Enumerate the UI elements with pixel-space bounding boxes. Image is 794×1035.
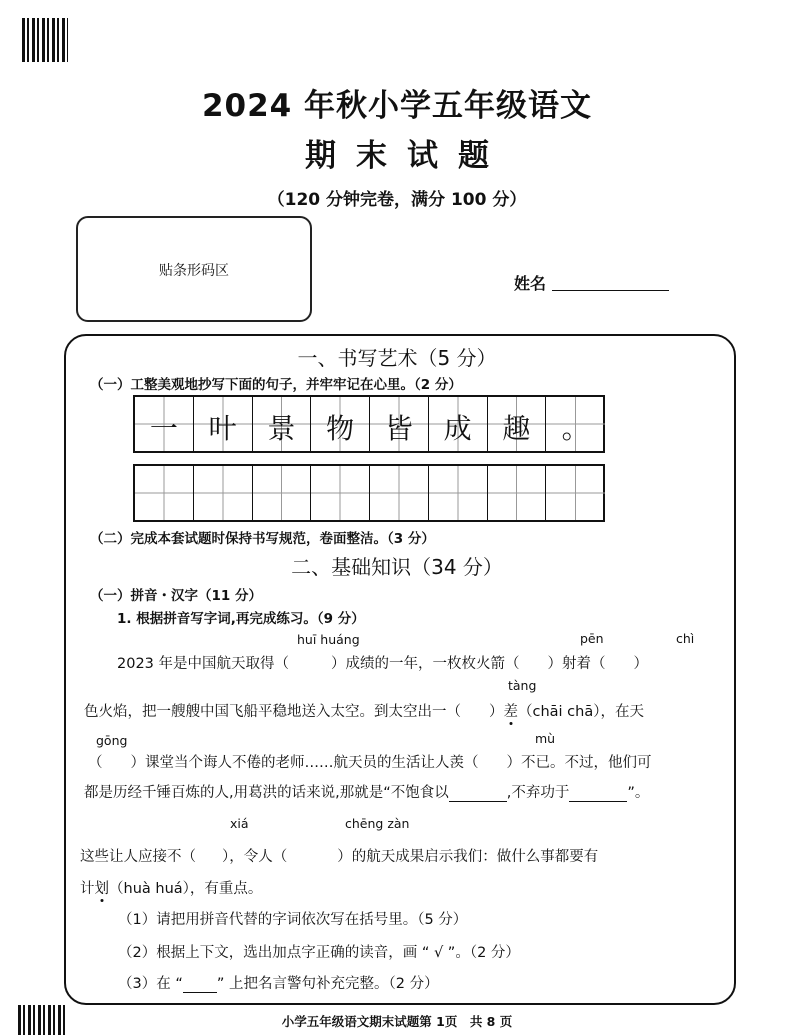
pinyin-tang: tàng [508,678,537,693]
model-char: 景 [267,412,296,445]
model-cell [488,397,547,451]
para-text: 都是历经千锤百炼的人,用葛洪的话来说,那就是“不饱食以 [84,785,449,801]
para-text: ）成绩的一年，一枚枚火箭（ [331,656,520,672]
model-char: 物 [326,412,355,445]
section1-title: 一、书写艺术（5 分） [297,346,497,370]
writing-cell[interactable] [135,466,194,520]
pinyin-gong: gōng [96,733,128,748]
writing-cell[interactable] [370,466,429,520]
section1-q1: （一）工整美观地抄写下面的句子，并牢牢记在心里。（2 分） [90,377,462,393]
answer-blank[interactable] [449,785,507,802]
writing-cell[interactable] [488,466,547,520]
model-cell [135,397,194,451]
page-footer: 小学五年级语文期末试题第 1页 共 8 页 [281,1014,513,1029]
pinyin-mu: mù [535,731,556,746]
answer-blank [183,976,217,993]
para-text: ）的航天成果启示我们：做什么事都要有 [337,849,599,865]
para-text: （ [88,755,103,771]
model-cell [546,397,605,451]
model-char: 一 [149,412,178,445]
writing-cell[interactable] [253,466,312,520]
model-char: 叶 [208,412,237,445]
model-char: 皆 [384,412,413,445]
model-char: 趣 [502,412,531,445]
exam-title-line1: 2024 年秋小学五年级语文 [201,88,593,124]
model-grid-row [133,395,605,453]
para-text: ” 上把名言警句补充完整。（2 分） [216,976,439,992]
barcode-area-label: 贴条形码区 [159,263,229,279]
name-label: 姓名 [514,274,547,293]
model-char: 成 [443,412,472,445]
section1-q2: （二）完成本套试题时保持书写规范，卷面整洁。（3 分） [90,531,435,547]
writing-grid-row[interactable] [133,464,605,522]
model-cell [429,397,488,451]
para-text: ）不已。不过，他们可 [506,755,652,771]
para-text: ） [633,656,649,672]
sub-question-1: （1）请把用拼音代替的字词依次写在括号里。（5 分） [118,912,468,928]
para-text: 色火焰，把一艘艘中国飞船平稳地送入太空。到太空出一（ [84,704,461,720]
writing-cell[interactable] [194,466,253,520]
para-text: ”。 [627,785,650,801]
sub-question-2: （2）根据上下文，选出加点字正确的读音，画 “ √ ”。（2 分） [118,945,520,961]
name-field[interactable] [552,290,669,291]
writing-cell[interactable] [429,466,488,520]
paragraph-line-1 [117,652,648,673]
writing-cell[interactable] [546,466,605,520]
pinyin-chi: chì [676,631,695,646]
para-text: 这些让人应接不（ [80,849,196,865]
para-text: （chāi chā），在天 [518,704,644,720]
para-text: （huà huá），有重点。 [109,881,263,897]
para-text: ），令人（ [222,849,288,865]
paragraph-line-5 [80,845,598,866]
pinyin-pen: pēn [580,631,604,646]
exam-subtitle: （120 分钟完卷，满分 100 分） [267,190,527,210]
model-cell [194,397,253,451]
answer-blank[interactable] [569,785,627,802]
para-text: 2023 年是中国航天取得（ [117,656,290,672]
model-cell [253,397,312,451]
pinyin-hui-huang: huī huáng [297,632,360,647]
model-char: 。 [561,412,590,445]
model-cell [370,397,429,451]
section2-task1: 1. 根据拼音写字词,再完成练习。（9 分） [117,611,365,627]
section2-title: 二、基础知识（34 分） [291,555,503,579]
para-text: ） [489,704,504,720]
writing-cell[interactable] [311,466,370,520]
sub-question-3 [118,972,439,993]
paragraph-line-6 [80,877,262,898]
paragraph-line-3 [88,751,652,772]
section2-sub1: （一）拼音・汉字（11 分） [90,588,262,604]
para-text: ）射着（ [547,656,606,672]
barcode-area [76,216,312,322]
pinyin-cheng-zan: chēng zàn [345,816,410,831]
paragraph-line-2 [84,700,644,721]
para-text: 计 [80,881,95,897]
qr-code-top [22,18,68,62]
para-text: ,不弃功于 [506,785,570,801]
pinyin-xia: xiá [230,816,249,831]
dotted-char: 差 [504,700,519,721]
dotted-char: 划 [95,877,110,898]
paragraph-line-4 [84,781,649,802]
para-text: （3）在 “ [118,976,183,992]
model-cell [311,397,370,451]
para-text: ）课堂当个诲人不倦的老师……航天员的生活让人羡（ [130,755,479,771]
exam-title-line2: 期末试题 [305,138,509,174]
